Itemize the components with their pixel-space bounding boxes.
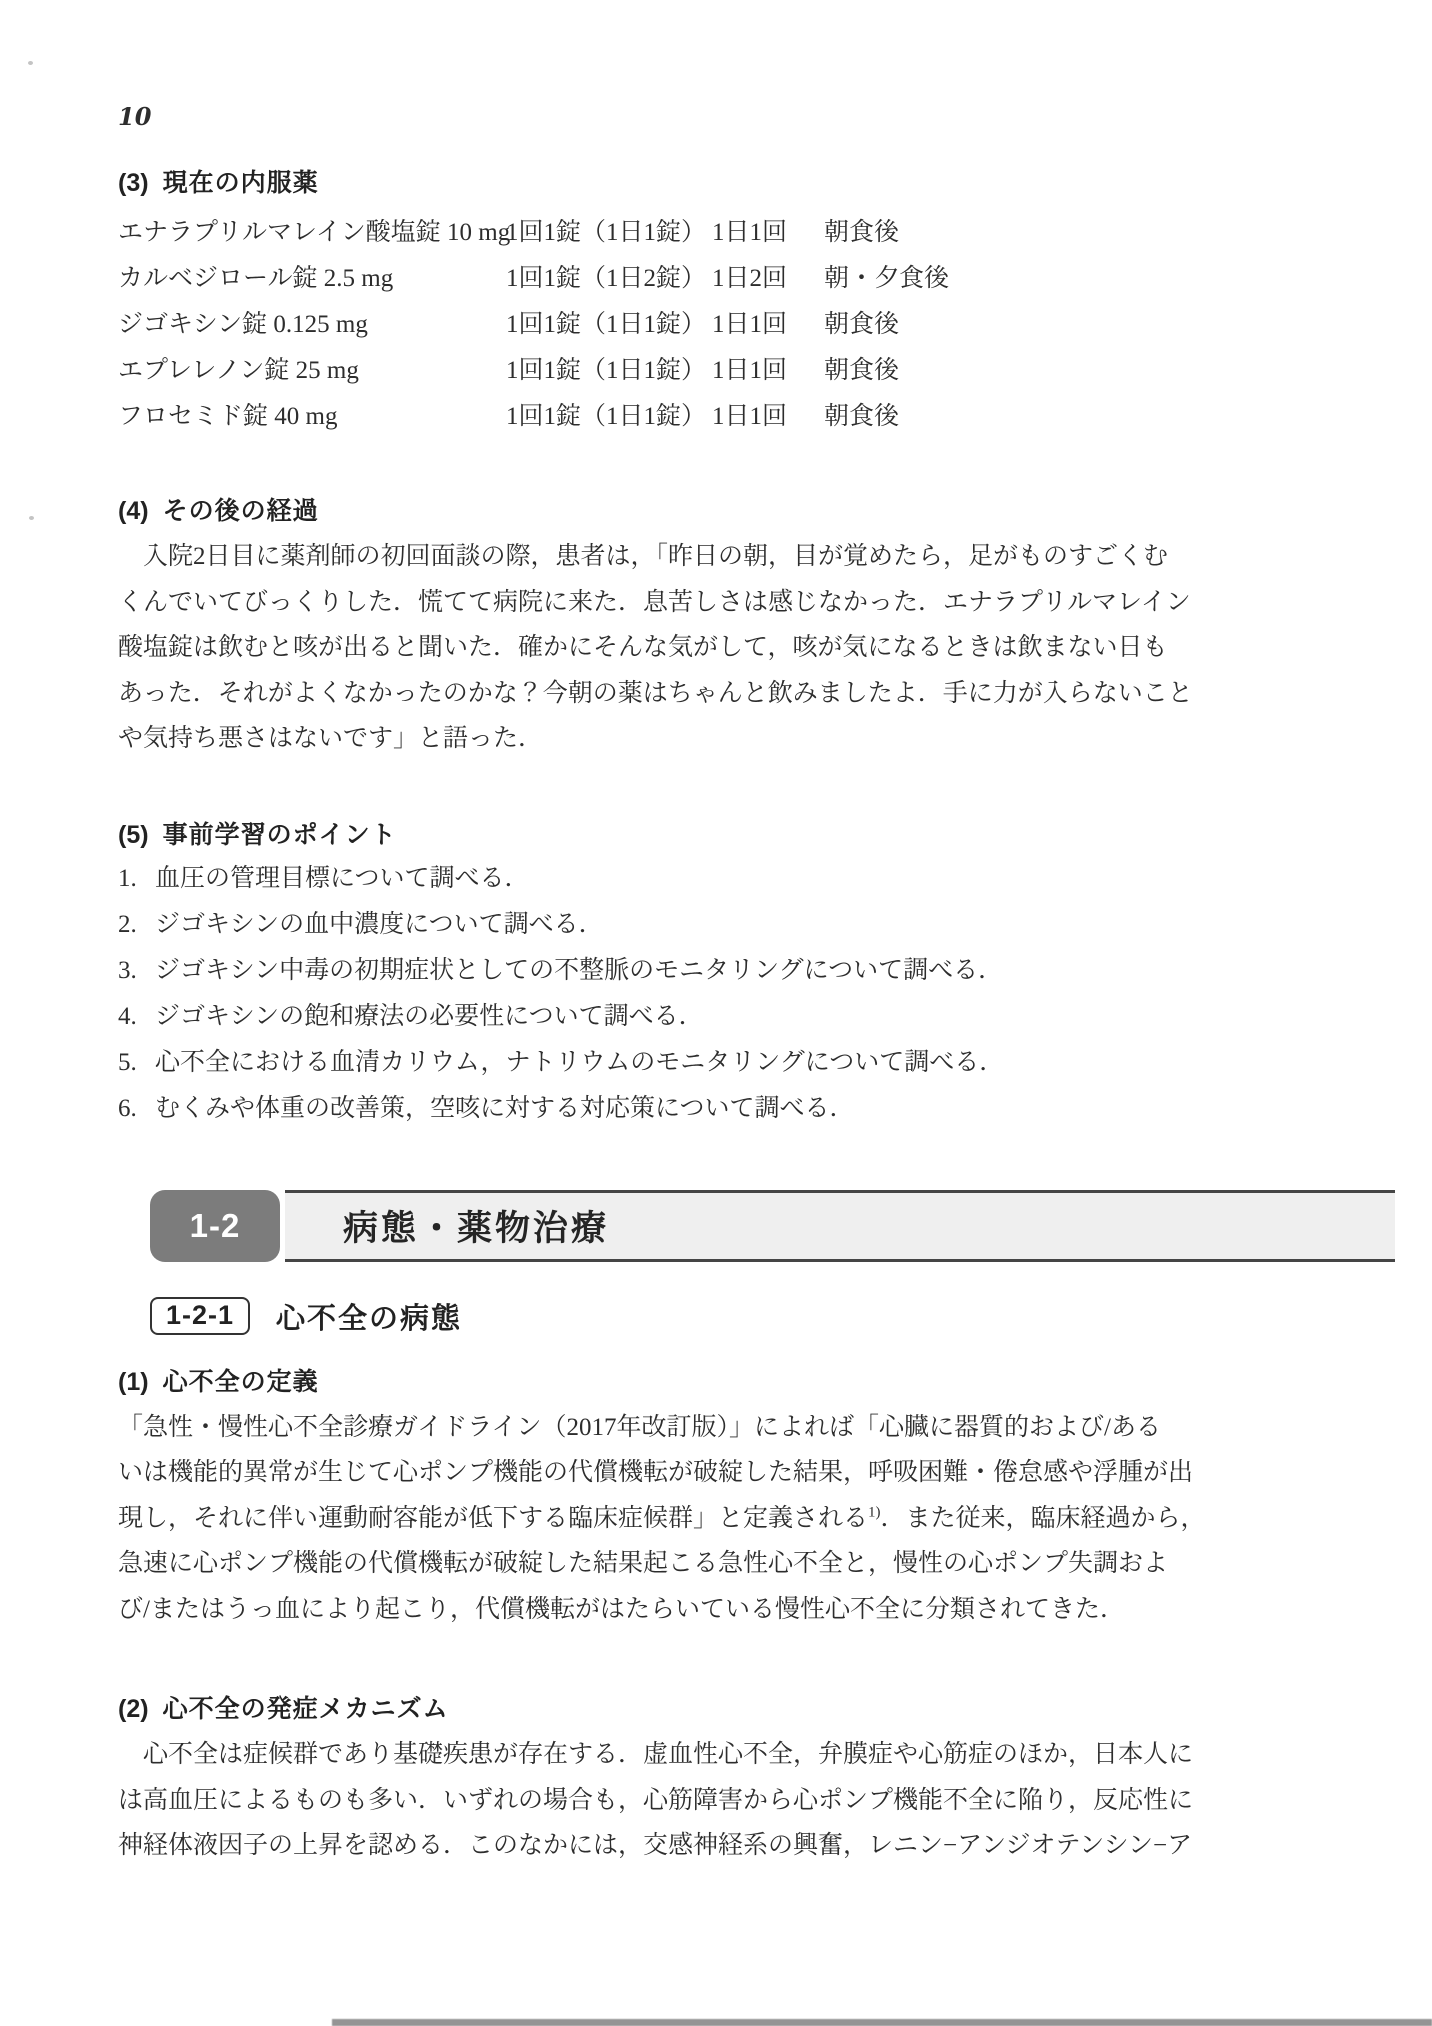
heading-title: 心不全の定義 xyxy=(162,1367,319,1396)
paragraph-line: 入院2日目に薬剤師の初回面談の際，患者は，「昨日の朝，目が覚めたら，足がものすごくむ xyxy=(143,543,1169,570)
section-title: 病態・薬物治療 xyxy=(343,1208,610,1248)
definition-paragraph xyxy=(118,1405,1216,1633)
med-name: カルベジロール錠 2.5 mg xyxy=(118,265,394,292)
paragraph-line: び/またはうっ血により起こり，代償機転がはたらいている慢性心不全に分類されてきた． xyxy=(118,1595,1125,1623)
paragraph-line: 急速に心ポンプ機能の代償機転が破綻した結果起こる急性心不全と，慢性の心ポンプ失調およ xyxy=(118,1550,1169,1577)
item-text: 心不全における血清カリウム，ナトリウムのモニタリングについて調べる． xyxy=(155,1048,1005,1076)
study-point-list xyxy=(118,856,1216,1132)
line-text: ．また従来，臨床経過から， xyxy=(880,1504,1206,1532)
heading-study-points xyxy=(118,820,1216,850)
item-text: ジゴキシンの飽和療法の必要性について調べる． xyxy=(155,1002,704,1030)
heading-current-meds xyxy=(118,168,1216,198)
list-item xyxy=(118,1086,1216,1132)
medication-row xyxy=(118,394,1216,440)
heading-title: 事前学習のポイント xyxy=(162,820,397,849)
list-item xyxy=(118,856,1216,902)
med-dose: 1回1錠（1日1錠） xyxy=(506,311,707,338)
med-timing: 朝食後 xyxy=(824,403,900,430)
item-text: 血圧の管理目標について調べる． xyxy=(155,864,530,892)
course-paragraph xyxy=(118,534,1216,762)
paragraph-line: いは機能的異常が生じて心ポンプ機能の代償機転が破綻した結果，呼吸困難・倦怠感や浮腫が出 xyxy=(118,1459,1194,1486)
med-timing: 朝食後 xyxy=(824,357,900,384)
page-number: 10 xyxy=(118,102,152,131)
paragraph-line: あった．それがよくなかったのかな？今朝の薬はちゃんと飲みましたよ．手に力が入らないこと xyxy=(118,679,1193,707)
med-timing: 朝食後 xyxy=(824,219,900,246)
paragraph-line: は高血圧によるものも多い．いずれの場合も，心筋障害から心ポンプ機能不全に陥り，反応性に xyxy=(118,1786,1194,1814)
heading-definition xyxy=(118,1367,1216,1397)
heading-title: その後の経過 xyxy=(162,497,319,525)
scan-speck xyxy=(28,61,33,65)
list-item xyxy=(118,948,1216,994)
heading-marker: (1) xyxy=(118,1367,149,1396)
med-name: フロセミド錠 40 mg xyxy=(118,403,338,430)
med-dose: 1回1錠（1日1錠） xyxy=(506,219,707,246)
med-dose: 1回1錠（1日2錠） xyxy=(506,265,707,292)
med-frequency: 1日1回 xyxy=(712,219,788,246)
heading-marker: (4) xyxy=(118,497,149,525)
item-number: 3. xyxy=(118,956,137,984)
med-timing: 朝・夕食後 xyxy=(824,265,950,292)
list-item xyxy=(118,902,1216,948)
paragraph-line: 神経体液因子の上昇を認める．このなかには，交感神経系の興奮，レニン−アンジオテンシン−ア xyxy=(118,1832,1193,1859)
medication-row xyxy=(118,210,1216,256)
subsection-heading xyxy=(150,1296,1216,1337)
medication-row xyxy=(118,256,1216,302)
med-dose: 1回1錠（1日1錠） xyxy=(506,403,707,430)
heading-course xyxy=(118,496,1216,526)
med-frequency: 1日1回 xyxy=(712,357,788,384)
section-banner xyxy=(150,1190,1395,1262)
text-column xyxy=(118,0,1216,1869)
paragraph-line xyxy=(118,1496,1216,1542)
list-item xyxy=(118,994,1216,1040)
scan-speck xyxy=(29,516,34,520)
subsection-title: 心不全の病態 xyxy=(276,1302,463,1335)
heading-marker: (2) xyxy=(118,1695,149,1723)
medication-row xyxy=(118,348,1216,394)
paragraph-line: くんでいてびっくりした．慌てて病院に来た．息苦しさは感じなかった．エナラプリルマレイン xyxy=(118,588,1191,616)
heading-marker: (3) xyxy=(118,169,149,197)
item-text: むくみや体重の改善策，空咳に対する対応策について調べる． xyxy=(155,1094,855,1122)
med-frequency: 1日2回 xyxy=(712,265,788,292)
item-number: 5. xyxy=(118,1048,137,1076)
section-title-bar xyxy=(285,1190,1395,1262)
med-frequency: 1日1回 xyxy=(712,403,788,430)
paragraph-line: 心不全は症候群であり基礎疾患が存在する．虚血性心不全，弁膜症や心筋症のほか，日本人に xyxy=(143,1741,1194,1768)
med-frequency: 1日1回 xyxy=(712,311,788,338)
med-name: エナラプリルマレイン酸塩錠 10 mg xyxy=(118,219,511,246)
section-number-badge: 1-2 xyxy=(150,1190,280,1262)
med-timing: 朝食後 xyxy=(824,311,900,338)
line-text: 現し，それに伴い運動耐容能が低下する臨床症候群」と定義される xyxy=(118,1504,869,1532)
item-number: 4. xyxy=(118,1002,137,1030)
item-number: 2. xyxy=(118,910,137,938)
item-number: 6. xyxy=(118,1094,137,1122)
subsection-number-box: 1-2-1 xyxy=(150,1297,250,1335)
reference-superscript: 1) xyxy=(868,1504,881,1521)
paragraph-line: 「急性・慢性心不全診療ガイドライン（2017年改訂版）」によれば「心臓に器質的および/ある xyxy=(118,1413,1161,1441)
heading-title: 心不全の発症メカニズム xyxy=(162,1695,449,1723)
medication-table xyxy=(118,210,1216,440)
item-text: ジゴキシンの血中濃度について調べる． xyxy=(155,910,604,938)
item-text: ジゴキシン中毒の初期症状としての不整脈のモニタリングについて調べる． xyxy=(155,956,1004,984)
med-dose: 1回1錠（1日1錠） xyxy=(506,357,707,384)
scan-edge-shadow xyxy=(332,2019,1432,2026)
paragraph-line: 酸塩錠は飲むと咳が出ると聞いた．確かにそんな気がして，咳が気になるときは飲まない日も xyxy=(118,634,1168,661)
heading-title: 現在の内服薬 xyxy=(162,169,319,197)
heading-mechanism xyxy=(118,1694,1216,1724)
heading-marker: (5) xyxy=(118,820,149,849)
item-number: 1. xyxy=(118,864,137,892)
mechanism-paragraph xyxy=(118,1732,1216,1869)
medication-row xyxy=(118,302,1216,348)
med-name: ジゴキシン錠 0.125 mg xyxy=(118,311,368,338)
list-item xyxy=(118,1040,1216,1086)
paragraph-line: や気持ち悪さはないです」と語った． xyxy=(118,725,544,752)
med-name: エプレレノン錠 25 mg xyxy=(118,357,359,384)
